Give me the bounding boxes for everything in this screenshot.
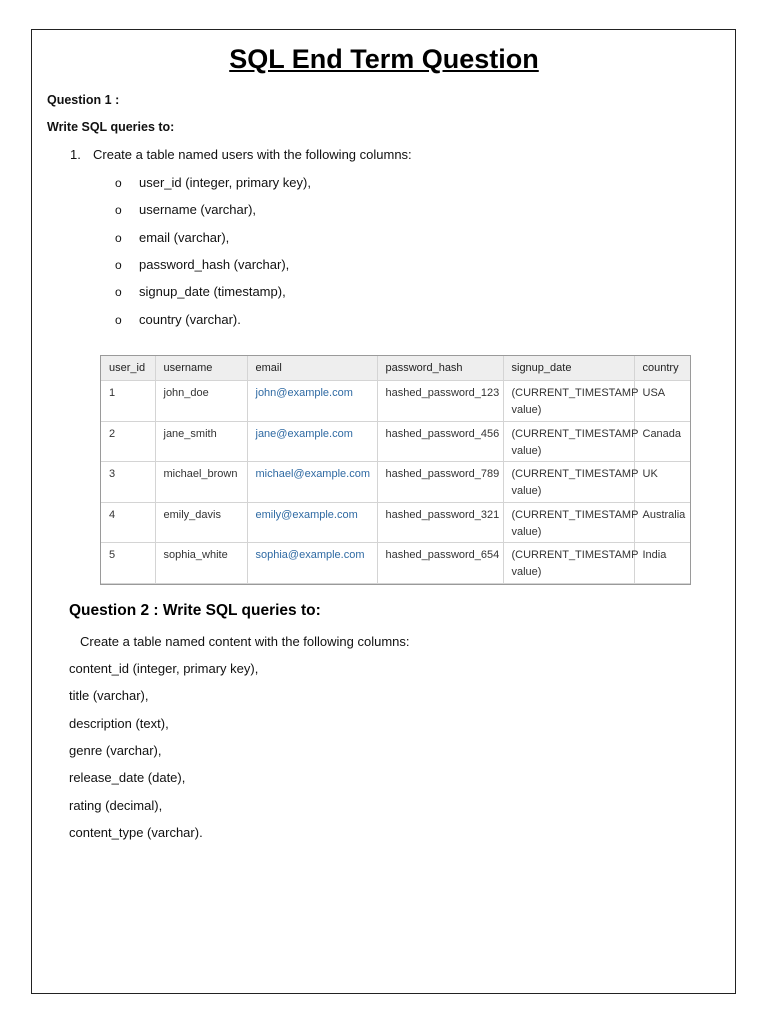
page-title: SQL End Term Question [229, 44, 539, 74]
content-column-item: content_type (varchar). [69, 824, 203, 840]
table-cell: hashed_password_456 [377, 421, 503, 462]
table-cell: emily_davis [155, 502, 247, 543]
content-column-item: content_id (integer, primary key), [69, 661, 259, 676]
table-cell: Canada [634, 421, 691, 462]
table-cell[interactable]: john@example.com [247, 381, 377, 422]
table-cell[interactable]: michael@example.com [247, 462, 377, 503]
table-cell: 2 [101, 421, 155, 462]
table-cell: hashed_password_321 [377, 502, 503, 543]
table-cell: (CURRENT_TIMESTAMP value) [503, 462, 634, 503]
bullet-marker: o [115, 312, 122, 327]
table-row [101, 543, 691, 584]
table-cell: (CURRENT_TIMESTAMP value) [503, 381, 634, 422]
question-2-heading: Question 2 : Write SQL queries to: [69, 602, 321, 619]
column-header: signup_date [503, 356, 634, 381]
bullet-marker: o [115, 203, 122, 218]
question-1-instruction: Write SQL queries to: [47, 120, 175, 134]
table-cell: (CURRENT_TIMESTAMP value) [503, 502, 634, 543]
content-column-item: description (text), [69, 715, 169, 731]
users-column-item: email (varchar), [139, 229, 230, 245]
table-cell: Australia [634, 502, 691, 543]
users-column-item: password_hash (varchar), [139, 256, 290, 272]
table-cell: 3 [101, 462, 155, 503]
table-row [101, 462, 691, 503]
table-header-row [101, 356, 691, 381]
table-cell: (CURRENT_TIMESTAMP value) [503, 421, 634, 462]
table-row [101, 421, 691, 462]
table-cell: hashed_password_789 [377, 462, 503, 503]
table-cell: jane_smith [155, 421, 247, 462]
question-1-label: Question 1 : [47, 93, 120, 107]
column-header: password_hash [377, 356, 503, 381]
table-cell: michael_brown [155, 462, 247, 503]
bullet-marker: o [115, 257, 122, 272]
users-sample-table [100, 355, 691, 585]
table-cell: USA [634, 381, 691, 422]
column-header: username [155, 356, 247, 381]
table-cell: 1 [101, 381, 155, 422]
bullet-marker: o [115, 285, 122, 300]
table-cell[interactable]: emily@example.com [247, 502, 377, 543]
users-column-item: country (varchar). [139, 311, 241, 327]
table-cell: sophia_white [155, 543, 247, 584]
table-row [101, 381, 691, 422]
table-cell: UK [634, 462, 691, 503]
question-2-intro: Create a table named content with the following columns: [80, 634, 410, 649]
table-body [101, 381, 691, 584]
users-column-item: signup_date (timestamp), [139, 284, 286, 300]
table-cell: 5 [101, 543, 155, 584]
content-column-item: rating (decimal), [69, 797, 163, 813]
table-row [101, 502, 691, 543]
table-cell: 4 [101, 502, 155, 543]
table-cell: john_doe [155, 381, 247, 422]
content-column-item: title (varchar), [69, 688, 149, 704]
column-header: email [247, 356, 377, 381]
content-column-item: genre (varchar), [69, 742, 162, 758]
table-cell[interactable]: jane@example.com [247, 421, 377, 462]
table-cell: hashed_password_123 [377, 381, 503, 422]
table-cell: (CURRENT_TIMESTAMP value) [503, 543, 634, 584]
column-header: country [634, 356, 691, 381]
table-cell: hashed_password_654 [377, 543, 503, 584]
users-column-item: user_id (integer, primary key), [139, 175, 311, 190]
users-column-item: username (varchar), [139, 202, 257, 218]
list-item-number: 1. [70, 147, 81, 162]
table-cell: India [634, 543, 691, 584]
content-column-item: release_date (date), [69, 770, 186, 786]
column-header: user_id [101, 356, 155, 381]
list-item-text: Create a table named users with the following columns: [93, 147, 412, 162]
bullet-marker: o [115, 230, 122, 245]
bullet-marker: o [115, 176, 122, 190]
table-cell[interactable]: sophia@example.com [247, 543, 377, 584]
